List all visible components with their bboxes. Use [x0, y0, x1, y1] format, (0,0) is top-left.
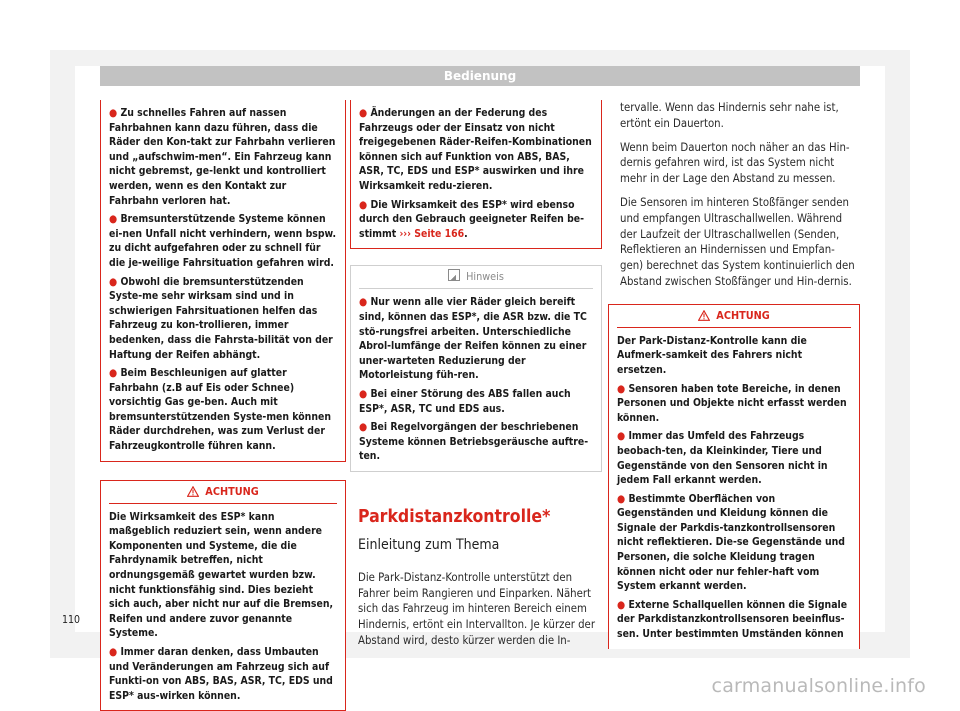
list-item: ● Nur wenn alle vier Räder gleich bereift sind, können das ESP*, die ASR bzw. die TC stö-rungsfrei arbeiten. Unterschiedliche Abrol-lumfänge der Reifen können zu einer uner-warteten Reduzierung der Motorleistung füh-ren.	[359, 296, 587, 382]
warning-title: ACHTUNG	[617, 305, 851, 328]
paragraph: tervalle. Wenn das Hindernis sehr nahe ist, ertönt ein Dauerton.	[620, 101, 839, 130]
column-1	[100, 100, 346, 711]
warning-box-achtung-2	[608, 304, 860, 649]
paragraph: Wenn beim Dauerton noch näher an das Hin-dernis gefahren wird, ist das System nicht mehr in der Lage den Abstand zu messen.	[620, 140, 850, 186]
warning-box-continued-2	[350, 100, 602, 249]
list-item: ● Bestimmte Oberflächen von Gegenständen und Kleidung können die Signale der Parkdis-tanzkontrollsensoren nicht reflektieren. Die-se Gegenstände und Personen, die solche Kleidung tragen können nicht oder nur fehler-haft vom System erkannt werden.	[617, 492, 845, 593]
watermark: carmanualsonline.info	[711, 675, 926, 697]
note-icon	[448, 269, 460, 281]
page-link[interactable]: ››› Seite 166	[399, 227, 465, 240]
list-item: ● Externe Schallquellen können die Signale der Parkdistanzkontrollsensoren beeinflus-sen. Unter bestimmten Umständen können	[617, 598, 848, 641]
list-item: ● Immer das Umfeld des Fahrzeugs beobach-ten, da Kleinkinder, Tiere und Gegenstände von den Sensoren nicht in jedem Fall erkannt werden.	[617, 430, 828, 487]
list-item: ● Bremsunterstützende Systeme können ei-nen Unfall nicht verhindern, wenn bspw. zu dicht aufgefahren oder zu schnell für die je-weilige Fahrsituation gefahren wird.	[109, 213, 337, 269]
list-item: ● Immer daran denken, dass Umbauten und Veränderungen am Fahrzeug sich auf Funkti-on von ABS, BAS, ASR, TC, EDS und ESP* aus-wirken können.	[109, 646, 333, 702]
note-title: Hinweis	[359, 266, 593, 289]
list-item: ● Sensoren haben tote Bereiche, in denen Personen und Objekte nicht erfasst werden können.	[617, 382, 847, 424]
list-item: ● Zu schnelles Fahren auf nassen Fahrbahnen kann dazu führen, dass die Räder den Kon-takt zur Fahrbahn verlieren und „aufschwim-men“. Ein Fahrzeug kann nicht gebremst, ge-lenkt und kontrolliert werden, wenn es den Kontakt zur Fahrbahn verloren hat.	[109, 107, 336, 207]
page-number: 110	[62, 614, 81, 626]
list-item: ● Bei Regelvorgängen der beschriebenen Systeme können Betriebsgeräusche auftre-ten.	[359, 421, 589, 463]
warning-box-continued	[100, 100, 346, 462]
paragraph: Die Park-Distanz-Kontrolle unterstützt den Fahrer beim Rangieren und Einparken. Nähert sich das Fahrzeug im hinteren Bereich einem Hindernis, ertönt ein Intervallton. Je kürzer der Abstand wird, desto kürzer werden die In-	[358, 570, 595, 648]
column-3	[608, 100, 860, 649]
list-item: ● Obwohl die bremsunterstützenden Syste-me sehr wirksam sind und in schwierigen Fahrsituationen helfen das Fahrzeug zu kon-trollieren, immer bedenken, dass die Fahrsta-bilität von der Haftung der Reifen abhängt.	[109, 275, 333, 361]
page-header: Bedienung	[100, 66, 860, 86]
warning-intro: Der Park-Distanz-Kontrolle kann die Aufmerk-samkeit des Fahrers nicht ersetzen.	[617, 334, 807, 376]
section-title: Parkdistanzkontrolle*	[358, 506, 551, 527]
note-box-hinweis	[350, 265, 602, 472]
warning-box-achtung	[100, 480, 346, 711]
column-2	[350, 100, 602, 657]
list-item: ● Bei einer Störung des ABS fallen auch ESP*, ASR, TC und EDS aus.	[359, 387, 571, 415]
section-subtitle: Einleitung zum Thema	[358, 536, 500, 553]
list-item: ● Die Wirksamkeit des ESP* wird ebenso durch den Gebrauch geeigneter Reifen be-stimmt ››› Seite 166.	[359, 198, 584, 240]
list-item: ● Änderungen an der Federung des Fahrzeugs oder der Einsatz von nicht freigegebenen Räder-Reifen-Kombinationen können sich auf Funktion von ABS, BAS, ASR, TC, EDS und ESP* auswirken und ihre Wirksamkeit redu-zieren.	[359, 107, 592, 192]
warning-triangle-icon	[187, 486, 199, 497]
warning-triangle-icon	[698, 310, 710, 321]
warning-intro: Die Wirksamkeit des ESP* kann maßgeblich reduziert sein, wenn andere Komponenten und Systeme, die die Fahrdynamik betreffen, nicht ordnungsgemäß gewartet wurden bzw. nicht funktionsfähig sind. Dies bezieht sich auch, aber nicht nur auf die Bremsen, Reifen und andere zuvor genannte Systeme.	[109, 510, 334, 640]
warning-title: ACHTUNG	[109, 481, 337, 504]
paragraph: Die Sensoren im hinteren Stoßfänger senden und empfangen Ultraschallwellen. Während der Laufzeit der Ultraschallwellen (Senden, Reflektieren an Hindernissen und Empfan-gen) berechnet das System kontinuierlich den Abstand zwischen Stoßfänger und Hin-dernis.	[620, 195, 855, 288]
section	[350, 506, 602, 649]
list-item: ● Beim Beschleunigen auf glatter Fahrbahn (z.B auf Eis oder Schnee) vorsichtig Gas ge-ben. Auch mit bremsunterstützenden Syste-men können Räder durchdrehen, was zum Verlust der Fahrzeugkontrolle führen kann.	[109, 367, 331, 453]
